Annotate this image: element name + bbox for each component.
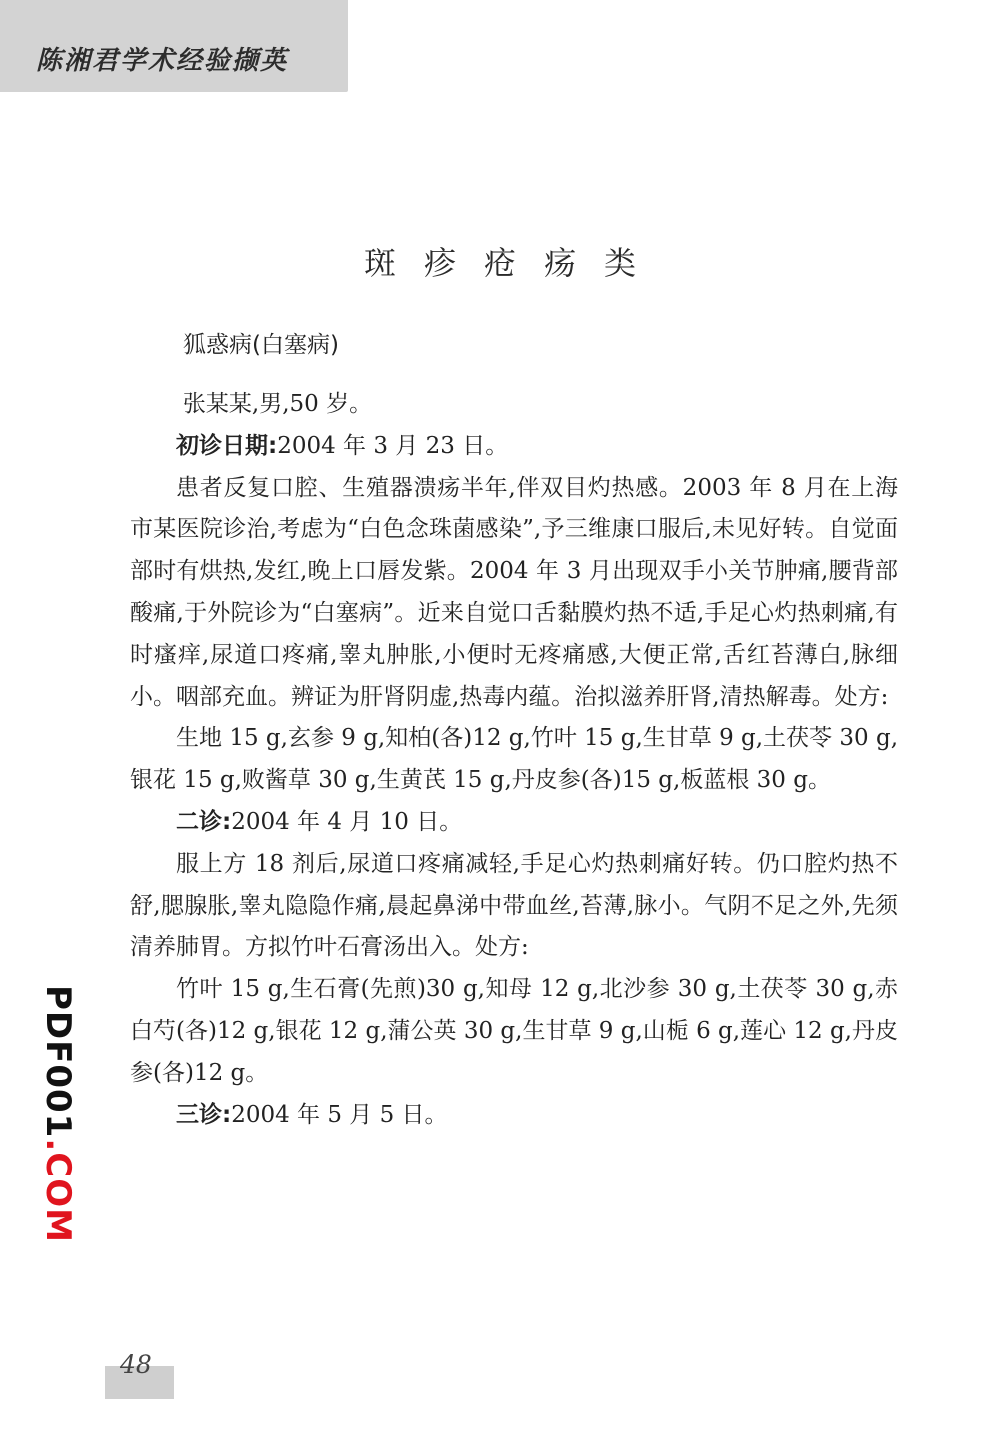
body-text (130, 384, 898, 1136)
book-title: 陈湘君学术经验撷英 (36, 46, 289, 76)
second-visit-prescription: 竹叶 15 g,生石膏(先煎)30 g,知母 12 g,北沙参 30 g,土茯苓 30 g,赤白芍(各)12 g,银花 12 g,蒲公英 30 g,生甘草 9 g,山栀 6 g,莲心 12 g,丹皮参(各)12 g。 (130, 976, 898, 1086)
section-title: 斑疹疮疡类 (363, 244, 664, 282)
first-visit-label: 初诊日期: (176, 432, 278, 459)
first-visit-line (130, 426, 898, 468)
watermark-part2: .COM (38, 1138, 78, 1243)
second-visit-history: 服上方 18 剂后,尿道口疼痛减轻,手足心灼热刺痛好转。仍口腔灼热不舒,腮腺胀,睾丸隐隐作痛,晨起鼻涕中带血丝,苔薄,脉小。气阴不足之外,先须清养肺胃。方拟竹叶石膏汤出入。处方: (130, 850, 898, 961)
third-visit-label: 三诊: (176, 1101, 232, 1128)
third-visit-date: 2004 年 5 月 5 日。 (231, 1101, 448, 1128)
second-visit-date: 2004 年 4 月 10 日。 (231, 808, 463, 835)
watermark-part1: PDF001 (38, 985, 78, 1139)
second-visit-label: 二诊: (176, 808, 232, 835)
subsection-title: 狐惑病(白塞病) (183, 332, 339, 358)
first-visit-history: 患者反复口腔、生殖器溃疡半年,伴双目灼热感。2003 年 8 月在上海市某医院诊治,考虑为“白色念珠菌感染”,予三维康口服后,未见好转。自觉面部时有烘热,发红,晚上口唇发紫。2004 年 3 月出现双手小关节肿痛,腰背部酸痛,于外院诊为“白塞病”。近来自觉口舌黏膜灼热不适,手足心灼热刺痛,有时瘙痒,尿道口疼痛,睾丸肿胀,小便时无疼痛感,大便正常,舌红苔薄白,脉细小。咽部充血。辨证为肝肾阴虚,热毒内蕴。治拟滋养肝肾,清热解毒。处方: (130, 474, 898, 710)
first-visit-date: 2004 年 3 月 23 日。 (277, 432, 509, 459)
header-band (0, 0, 348, 92)
patient-info: 张某某,男,50 岁。 (182, 391, 373, 417)
page-number: 48 (120, 1350, 152, 1379)
watermark (38, 985, 78, 1243)
third-visit-line (130, 1095, 898, 1137)
first-visit-prescription: 生地 15 g,玄参 9 g,知柏(各)12 g,竹叶 15 g,生甘草 9 g,土茯苓 30 g,银花 15 g,败酱草 30 g,生黄芪 15 g,丹皮参(各)15 g,板蓝根 30 g。 (130, 725, 898, 794)
second-visit-line (130, 802, 898, 844)
